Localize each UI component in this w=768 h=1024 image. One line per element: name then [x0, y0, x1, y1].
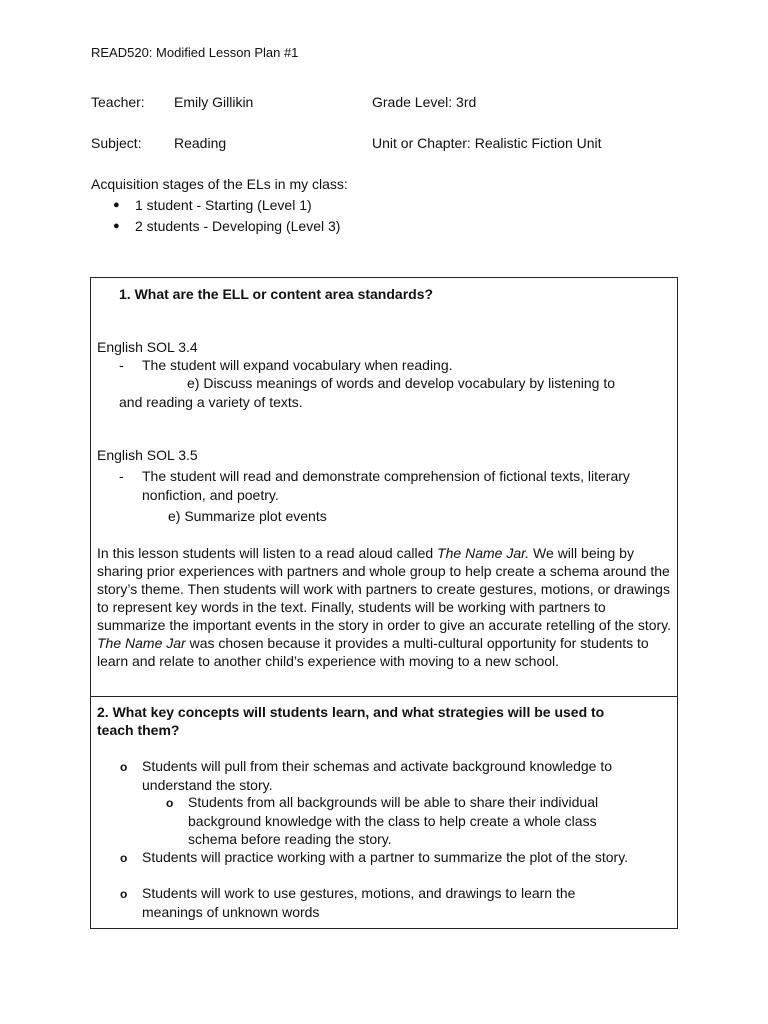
sol2-sub: e) Summarize plot events	[168, 508, 327, 524]
bullet-icon: ●	[113, 220, 120, 232]
circle-bullet-icon: o	[166, 796, 174, 810]
teacher-label: Teacher:	[91, 94, 145, 110]
section1-heading: 1. What are the ELL or content area standards?	[119, 286, 434, 302]
list-item	[91, 195, 340, 216]
list-item	[91, 216, 340, 237]
teacher-name: Emily Gillikin	[174, 94, 254, 110]
section2-heading-line2: teach them?	[97, 722, 180, 738]
book-title: The Name Jar.	[437, 545, 530, 561]
sol2-item-line1: The student will read and demonstrate comprehension of fictional texts, literary	[142, 468, 630, 484]
sol2-item-line2: nonfiction, and poetry.	[142, 487, 279, 503]
sol2-dash: -	[119, 468, 124, 484]
sol2-title: English SOL 3.5	[97, 447, 198, 463]
lesson-plan-table	[90, 277, 678, 929]
acquisition-intro: Acquisition stages of the ELs in my class:	[91, 176, 348, 192]
table-divider	[91, 696, 677, 697]
list-item-text: 2 students - Developing (Level 3)	[135, 218, 341, 234]
subject-value: Reading	[174, 135, 227, 151]
section2-heading-line1: 2. What key concepts will students learn, and what strategies will be used to	[97, 704, 605, 720]
concept-item-2: Students will practice working with a partner to summarize the plot of the story.	[142, 849, 629, 865]
paragraph-text: We will being by sharing prior experiences with partners and whole group to help create a schema around the story’s theme. Then students will work with partners to create gestures, motions, or drawings to represent key words in the text. Finally, students will be working with partners to summarize the important events in the story in order to give an accurate retelling of the story.	[97, 545, 672, 633]
circle-bullet-icon: o	[120, 760, 128, 774]
acquisition-list	[91, 195, 340, 237]
concept-item-3: Students will work to use gestures, motions, and drawings to learn the meanings of unknown words	[142, 885, 576, 920]
paragraph-text: was chosen because it provides a multi-cultural opportunity for students to learn and relate to another child’s experience with moving to a new school.	[97, 635, 649, 669]
list-item-text: 1 student - Starting (Level 1)	[135, 197, 312, 213]
sol1-item: The student will expand vocabulary when reading.	[142, 357, 453, 373]
subject-label: Subject:	[91, 135, 142, 151]
paragraph-text: In this lesson students will listen to a read aloud called	[97, 545, 438, 561]
sol1-title: English SOL 3.4	[97, 339, 198, 355]
concept-item-1-sub: Students from all backgrounds will be able to share their individual background knowledge with the class to help create a whole class schema before reading the story.	[188, 794, 599, 847]
circle-bullet-icon: o	[120, 851, 128, 865]
sol1-sub-line2: and reading a variety of texts.	[119, 394, 303, 410]
circle-bullet-icon: o	[120, 887, 128, 901]
grade-level: Grade Level: 3rd	[372, 94, 477, 110]
bullet-icon: ●	[113, 199, 120, 211]
sol1-dash: -	[119, 357, 124, 373]
lesson-summary-paragraph	[97, 544, 671, 670]
concept-item-1: Students will pull from their schemas and activate background knowledge to understand the story.	[142, 758, 613, 793]
unit-chapter: Unit or Chapter: Realistic Fiction Unit	[372, 135, 602, 151]
book-title: The Name Jar	[97, 635, 186, 651]
document-title: READ520: Modified Lesson Plan #1	[91, 45, 299, 60]
sol1-sub-line1: e) Discuss meanings of words and develop vocabulary by listening to	[187, 375, 616, 391]
